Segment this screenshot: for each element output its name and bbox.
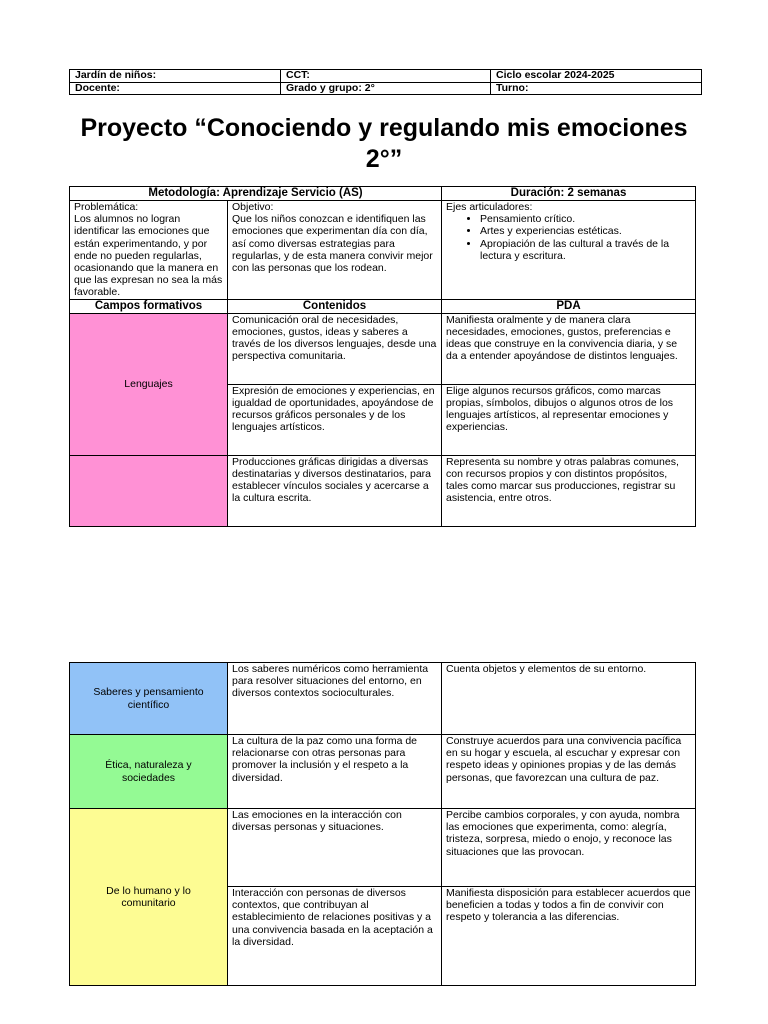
- contenido-cell: Los saberes numéricos como herramienta para resolver situaciones del entorno, en diversos contextos socioculturales.: [228, 663, 442, 735]
- problematica-text: Los alumnos no logran identificar las emociones que están experimentando, y por ende no pueden regularlas, ocasionando que la manera en que las expresan no sea la más favorable.: [74, 213, 223, 299]
- ejes-list: [446, 213, 691, 262]
- table-row: [70, 455, 696, 526]
- contenido-cell: Comunicación oral de necesidades, emociones, gustos, ideas y saberes a través de los diversos lenguajes, desde una perspectiva comunitaria.: [228, 313, 442, 384]
- cct-field: CCT:: [281, 70, 491, 83]
- contenido-cell: La cultura de la paz como una forma de relacionarse con otras personas para promover la inclusión y el respeto a la diversidad.: [228, 735, 442, 809]
- list-item: • Artes y experiencias estéticas.: [480, 225, 691, 237]
- objetivo-label: Objetivo:: [232, 201, 274, 213]
- table-row: [70, 313, 696, 384]
- table-row: [70, 809, 696, 887]
- jardin-field: Jardín de niños:: [70, 70, 281, 83]
- pda-cell: Manifiesta disposición para establecer acuerdos que beneficien a todas y todos a fin de convivir con respeto y tolerancia a las diferencias.: [442, 887, 696, 986]
- contenidos-header: Contenidos: [228, 299, 442, 313]
- ejes-cell: [442, 201, 696, 300]
- table-row: [70, 663, 696, 735]
- ciclo-field: Ciclo escolar 2024-2025: [491, 70, 702, 83]
- pda-header: PDA: [442, 299, 696, 313]
- objetivo-cell: [228, 201, 442, 300]
- grado-field: Grado y grupo: 2°: [281, 82, 491, 95]
- objetivo-text: Que los niños conozcan e identifiquen las emociones que experimentan día con día, así como diversas estrategias para regularlas, y de esta manera convivir mejor con las personas que los rodean.: [232, 213, 433, 275]
- project-table: [69, 186, 696, 527]
- campos-header: Campos formativos: [70, 299, 228, 313]
- duracion-header: Duración: 2 semanas: [442, 187, 696, 201]
- docente-field: Docente:: [70, 82, 281, 95]
- campo-etica: Ética, naturaleza y sociedades: [70, 735, 228, 809]
- ejes-label: Ejes articuladores:: [446, 201, 533, 213]
- turno-field: Turno:: [491, 82, 702, 95]
- contenido-cell: Las emociones en la interacción con diversas personas y situaciones.: [228, 809, 442, 887]
- pda-cell: Cuenta objetos y elementos de su entorno.: [442, 663, 696, 735]
- contenido-cell: Producciones gráficas dirigidas a diversas destinatarias y diversos destinatarios, para establecer vínculos sociales y acercarse a la cultura escrita.: [228, 455, 442, 526]
- campo-lenguajes: Lenguajes: [70, 313, 228, 455]
- list-item: • Pensamiento crítico.: [480, 213, 691, 225]
- pda-cell: Manifiesta oralmente y de manera clara necesidades, emociones, gustos, preferencias e ideas que construye en la convivencia diaria, y se da a entender apoyándose de distintos lenguajes.: [442, 313, 696, 384]
- pda-cell: Elige algunos recursos gráficos, como marcas propias, símbolos, dibujos o algunos otros de los lenguajes artísticos, al representar emociones y experiencias.: [442, 384, 696, 455]
- pda-cell: Construye acuerdos para una convivencia pacífica en su hogar y escuela, al escuchar y expresar con respeto ideas y opiniones propias y de las demás personas, que favorezcan una cultura de paz.: [442, 735, 696, 809]
- metodologia-header: Metodología: Aprendizaje Servicio (AS): [70, 187, 442, 201]
- campo-saberes: Saberes y pensamiento científico: [70, 663, 228, 735]
- campo-humano: De lo humano y lo comunitario: [70, 809, 228, 986]
- header-table: [69, 69, 702, 95]
- page-title: Proyecto “Conociendo y regulando mis emociones 2°”: [80, 114, 688, 173]
- campo-lenguajes-cont: [70, 455, 228, 526]
- pda-cell: Representa su nombre y otras palabras comunes, con recursos propios y con distintos propósitos, tales como marcar sus producciones, registrar su asistencia, entre otros.: [442, 455, 696, 526]
- contenido-cell: Expresión de emociones y experiencias, en igualdad de oportunidades, apoyándose de recursos gráficos personales y de los lenguajes artísticos.: [228, 384, 442, 455]
- pda-cell: Percibe cambios corporales, y con ayuda, nombra las emociones que experimenta, como: alegría, tristeza, sorpresa, miedo o enojo, y reconoce las situaciones que las provocan.: [442, 809, 696, 887]
- table-row: [70, 735, 696, 809]
- campos-table: [69, 662, 696, 986]
- problematica-label: Problemática:: [74, 201, 139, 213]
- contenido-cell: Interacción con personas de diversos contextos, que contribuyan al establecimiento de relaciones positivas y a una convivencia basada en la aceptación a la diversidad.: [228, 887, 442, 986]
- list-item: • Apropiación de las cultural a través de la lectura y escritura.: [480, 238, 691, 262]
- problematica-cell: [70, 201, 228, 300]
